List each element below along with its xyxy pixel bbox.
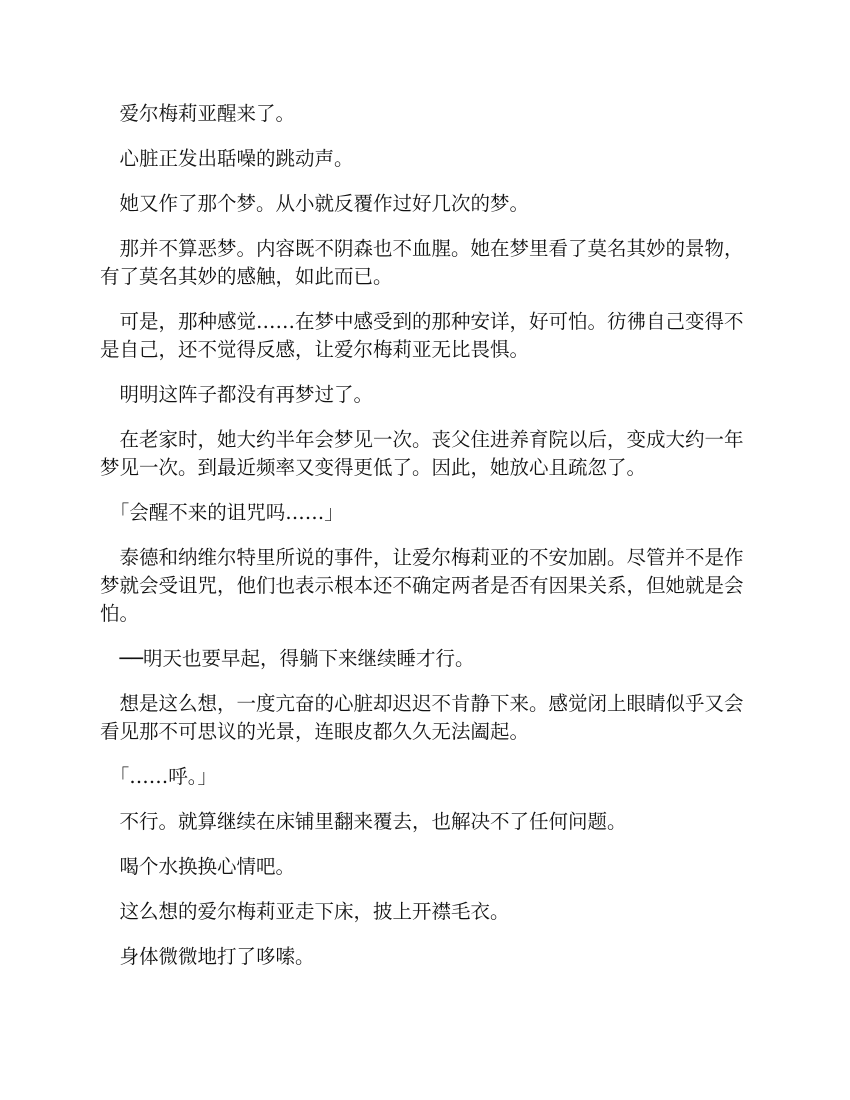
paragraph: 那并不算恶梦。内容既不阴森也不血腥。她在梦里看了莫名其妙的景物，有了莫名其妙的感触，如此而已。	[100, 237, 744, 288]
paragraph: ──明天也要早起，得躺下来继续睡才行。	[100, 647, 475, 670]
paragraph: 爱尔梅莉亚醒来了。	[100, 102, 296, 125]
paragraph: 身体微微地打了哆嗦。	[100, 945, 315, 968]
paragraph: 「会醒不来的诅咒吗……」	[100, 501, 344, 524]
paragraph: 这么想的爱尔梅莉亚走下床，披上开襟毛衣。	[100, 900, 510, 923]
paragraph: 明明这阵子都没有再梦过了。	[100, 383, 374, 406]
paragraph: 她又作了那个梦。从小就反覆作过好几次的梦。	[100, 192, 530, 215]
body-text	[100, 100, 750, 988]
paragraph: 泰德和纳维尔特里所说的事件，让爱尔梅莉亚的不安加剧。尽管并不是作梦就会受诅咒，他们也表示根本还不确定两者是否有因果关系，但她就是会怕。	[100, 546, 744, 625]
paragraph: 想是这么想，一度亢奋的心脏却迟迟不肯静下来。感觉闭上眼睛似乎又会看见那不可思议的光景，连眼皮都久久无法阖起。	[100, 692, 744, 743]
paragraph: 「……呼。」	[100, 765, 218, 788]
paragraph: 在老家时，她大约半年会梦见一次。丧父住进养育院以后，变成大约一年梦见一次。到最近频率又变得更低了。因此，她放心且疏忽了。	[100, 428, 744, 479]
paragraph: 可是，那种感觉……在梦中感受到的那种安详，好可怕。彷彿自己变得不是自己，还不觉得反感，让爱尔梅莉亚无比畏惧。	[100, 310, 744, 361]
paragraph: 心脏正发出聒噪的跳动声。	[100, 147, 354, 170]
paragraph: 不行。就算继续在床铺里翻来覆去，也解决不了任何问题。	[100, 810, 627, 833]
paragraph: 喝个水换换心情吧。	[100, 855, 296, 878]
